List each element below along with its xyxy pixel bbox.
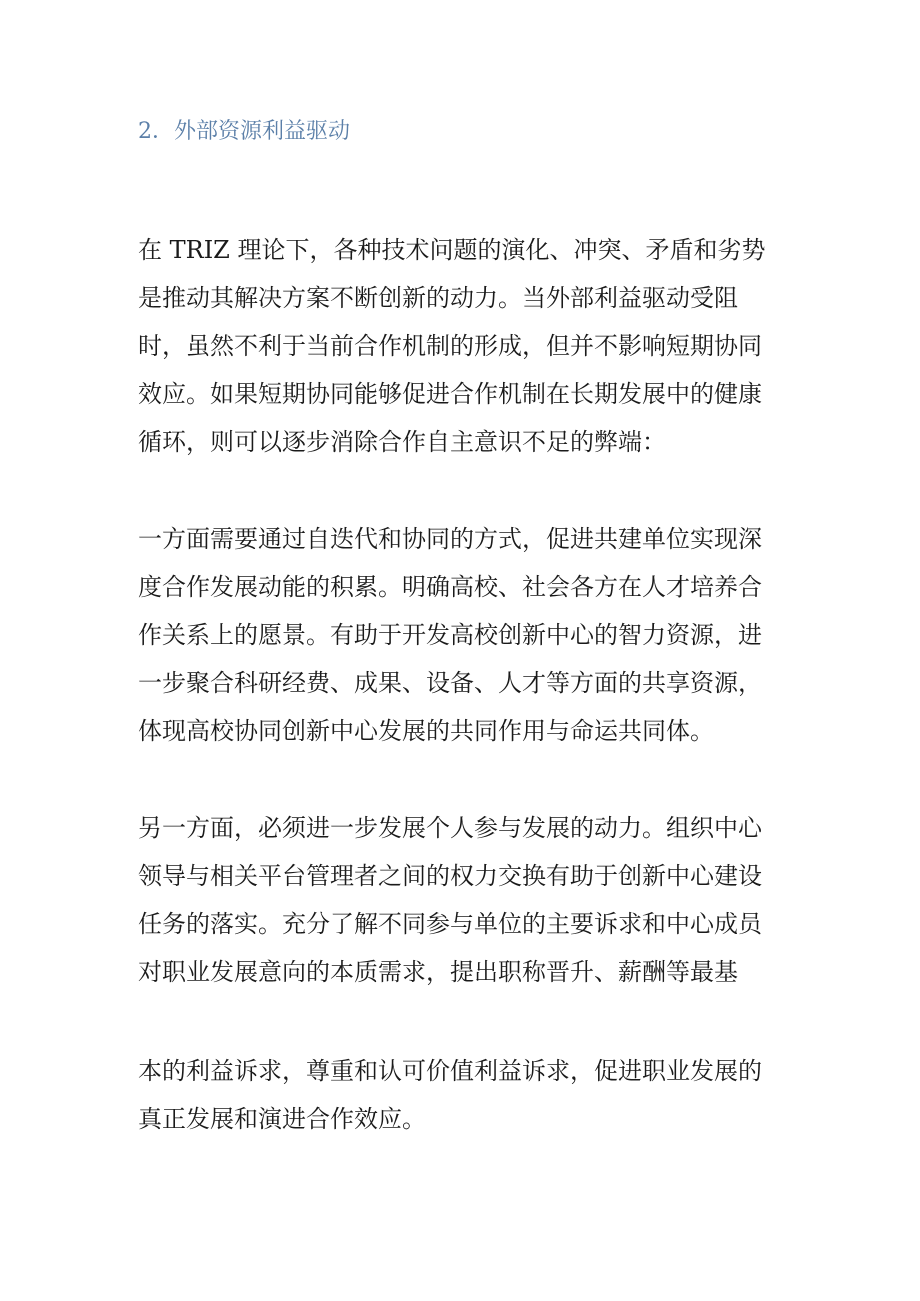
paragraph-4 xyxy=(138,1047,798,1143)
paragraph-line: 对职业发展意向的本质需求，提出职称晋升、薪酬等最基 xyxy=(138,958,738,986)
paragraph-line: 本的利益诉求，尊重和认可价值利益诉求，促进职业发展的 xyxy=(138,1057,762,1085)
paragraph-line: 另一方面，必须进一步发展个人参与发展的动力。组织中心 xyxy=(138,814,762,842)
paragraph-1 xyxy=(138,226,798,466)
paragraph-line: 作关系上的愿景。有助于开发高校创新中心的智力资源，进 xyxy=(138,621,762,649)
paragraph-line: 真正发展和演进合作效应。 xyxy=(138,1105,426,1133)
paragraph-line: 是推动其解决方案不断创新的动力。当外部利益驱动受阻 xyxy=(138,284,738,312)
paragraph-line: 效应。如果短期协同能够促进合作机制在长期发展中的健康 xyxy=(138,380,762,408)
paragraph-line: 一步聚合科研经费、成果、设备、人才等方面的共享资源， xyxy=(138,669,762,697)
paragraph-3 xyxy=(138,804,798,996)
paragraph-line: 在 TRIZ 理论下，各种技术问题的演化、冲突、矛盾和劣势 xyxy=(138,236,766,264)
paragraph-line: 任务的落实。充分了解不同参与单位的主要诉求和中心成员 xyxy=(138,910,762,938)
paragraph-2 xyxy=(138,515,798,755)
paragraph-line: 度合作发展动能的积累。明确高校、社会各方在人才培养合 xyxy=(138,573,762,601)
paragraph-line: 体现高校协同创新中心发展的共同作用与命运共同体。 xyxy=(138,717,714,745)
paragraph-line: 循环，则可以逐步消除合作自主意识不足的弊端： xyxy=(138,428,666,456)
paragraph-line: 领导与相关平台管理者之间的权力交换有助于创新中心建设 xyxy=(138,862,762,890)
section-heading: 2．外部资源利益驱动 xyxy=(138,119,350,144)
paragraph-line: 时，虽然不利于当前合作机制的形成，但并不影响短期协同 xyxy=(138,332,762,360)
paragraph-line: 一方面需要通过自迭代和协同的方式，促进共建单位实现深 xyxy=(138,525,762,553)
